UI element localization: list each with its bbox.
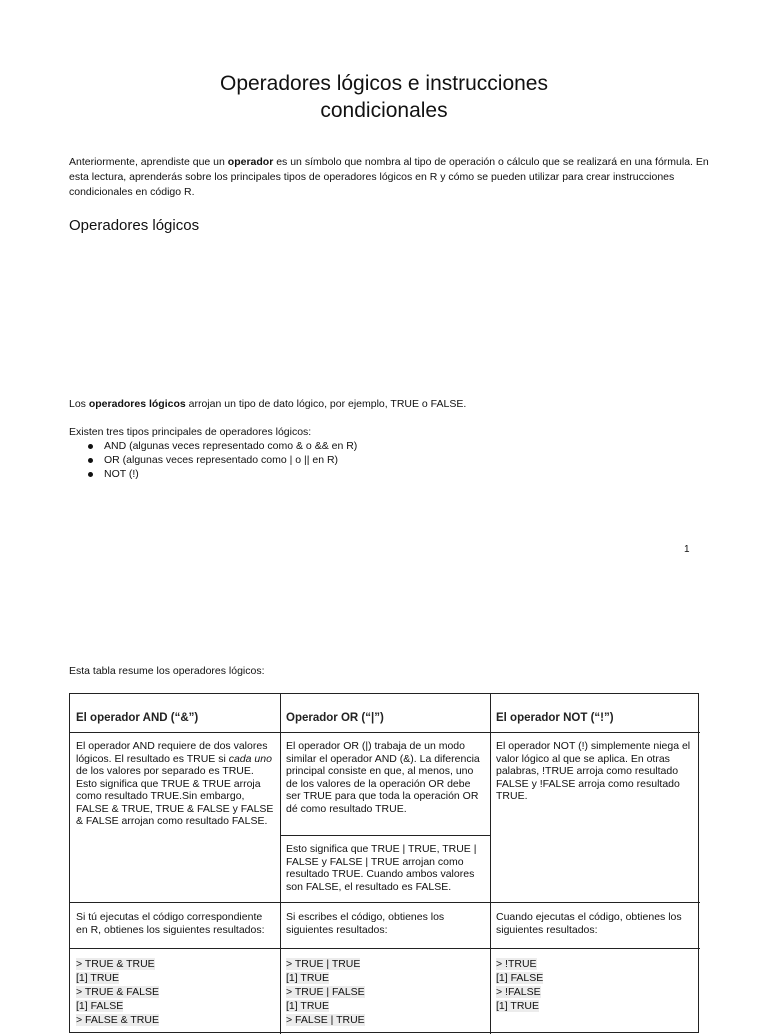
list-item [88,467,357,481]
header-or-operator: Operador OR (“|”) [286,712,384,724]
or-description: El operador OR (|) trabaja de un modo similar el operador AND (&). La diferencia principal consiste en que, al menos, uno de los valores de la operación OR debe ser TRUE para que toda la operación OR dé como resultado TRUE. [286,740,480,815]
operator-list [88,439,357,481]
code-line: > !TRUE [496,958,537,970]
code-line: > FALSE & TRUE [76,1014,159,1026]
and-description-text-1: El operador AND requiere de dos valores lógicos. El resultado es TRUE si [76,740,268,765]
code-line: [1] FALSE [76,1000,124,1012]
section-heading: Operadores lógicos [69,217,200,234]
list-item-text: OR (algunas veces representado como | o || en R) [104,454,339,466]
bullet-icon [88,472,93,477]
bullet-icon [88,444,93,449]
bullet-icon [88,458,93,463]
intro-bold-term: operador [227,156,274,168]
or-run-text: Si escribes el código, obtienes los siguientes resultados: [286,911,445,936]
logical-operators-paragraph [69,397,709,412]
or-description-examples: Esto significa que TRUE | TRUE, TRUE | FALSE y FALSE | TRUE arrojan como resultado TRUE. Cuando ambos valores son FALSE, el resultado es FALSE. [286,843,477,893]
and-description [76,740,276,828]
list-item-text: NOT (!) [104,468,139,480]
table-intro: Esta tabla resume los operadores lógicos: [69,665,265,677]
table-divider [280,694,281,1034]
not-description: El operador NOT (!) simplemente niega el valor lógico al que se aplica. En otras palabras, !TRUE arroja como resultado FALSE y !FALSE arroja como resultado TRUE. [496,740,691,802]
header-not-operator: El operador NOT (“!”) [496,712,614,724]
table-divider [490,694,491,1034]
table-divider [70,948,700,949]
table-divider [280,835,490,836]
code-line: > !FALSE [496,986,541,998]
list-item-text: AND (algunas veces representado como & o && en R) [104,440,358,452]
intro-text-1: Anteriormente, aprendiste que un [69,156,228,168]
code-line: [1] TRUE [286,1000,329,1012]
code-line: [1] FALSE [496,972,544,984]
page-title-line-1: Operadores lógicos e instrucciones [219,72,548,95]
code-line: [1] TRUE [76,972,119,984]
page-title [0,70,768,124]
header-and-operator: El operador AND (“&”) [76,712,199,724]
list-item [88,453,357,467]
or-code-output [286,957,486,1027]
intro-text-2: es un símbolo que nombra al tipo de operación o cálculo que se realizará en una fórmula. En esta lectura, aprenderás sobre los principales tipos de operadores lógicos en R y cómo se pueden utilizar para crear instrucciones condicionales en código R. [69,156,709,198]
code-line: [1] TRUE [496,1000,539,1012]
page-number: 1 [684,544,690,555]
table-divider [70,732,700,733]
and-run-text: Si tú ejecutas el código correspondiente en R, obtienes los siguientes resultados: [76,911,265,936]
table-divider [70,902,700,903]
and-description-italic: cada uno [228,752,272,765]
code-line: > FALSE | TRUE [286,1014,365,1026]
page-title-line-2: condicionales [320,99,448,122]
code-line: > TRUE | TRUE [286,958,361,970]
and-code-output [76,957,276,1027]
code-line: [1] TRUE [286,972,329,984]
list-item [88,439,357,453]
operators-table [69,693,699,1033]
operator-types-paragraph: Existen tres tipos principales de operadores lógicos: [69,426,312,438]
code-line: > TRUE & TRUE [76,958,155,970]
code-line: > TRUE & FALSE [76,986,159,998]
not-run-text: Cuando ejecutas el código, obtienes los siguientes resultados: [496,911,682,936]
para1-text-2: arrojan un tipo de dato lógico, por ejemplo, TRUE o FALSE. [185,398,467,410]
para1-bold-term: operadores lógicos [88,398,186,410]
code-line: > TRUE | FALSE [286,986,365,998]
not-code-output [496,957,696,1013]
para1-text-1: Los [69,398,89,410]
intro-paragraph [69,155,709,200]
and-description-text-2: de los valores por separado es TRUE. Esto significa que TRUE & TRUE arroja como resultado TRUE.Sin embargo, FALSE & TRUE, TRUE & FALSE y FALSE & FALSE arrojan como resultado FALSE. [76,765,274,827]
